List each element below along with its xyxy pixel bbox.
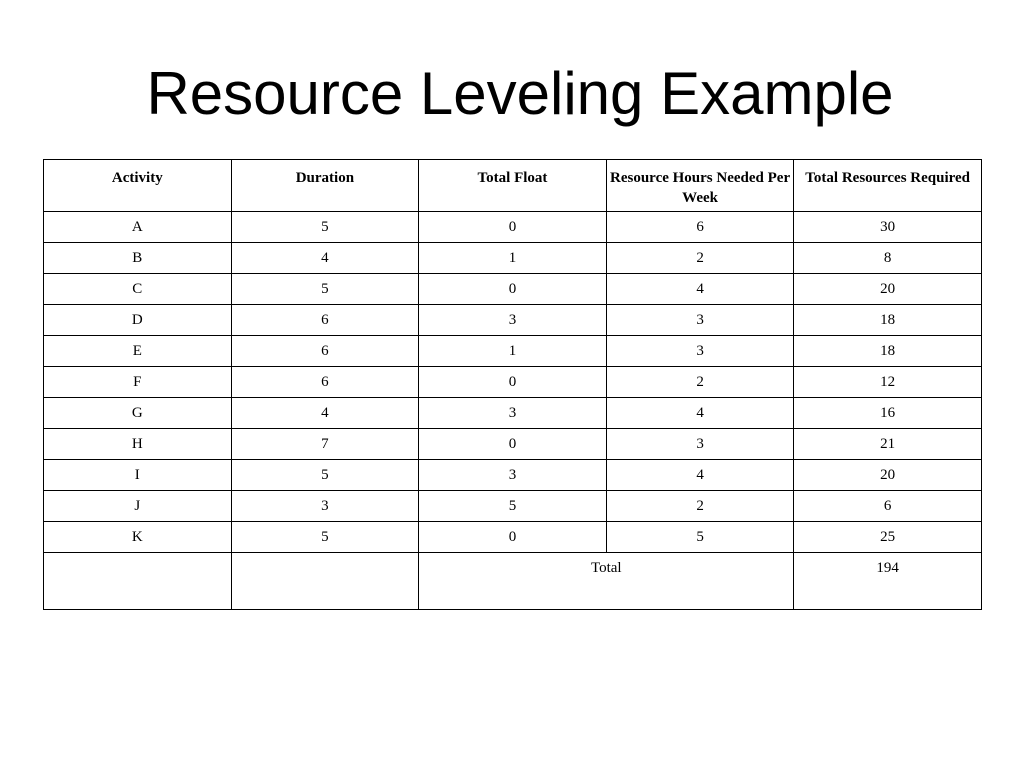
total-resources-cell: 18 (794, 305, 982, 336)
resource-hours-cell: 5 (606, 522, 794, 553)
table-body (44, 212, 982, 553)
activity-cell: B (44, 243, 232, 274)
duration-cell: 5 (231, 522, 419, 553)
resource-hours-cell: 3 (606, 336, 794, 367)
total-resources-cell: 20 (794, 274, 982, 305)
duration-cell: 3 (231, 491, 419, 522)
header-resource-hours: Resource Hours Needed Per Week (606, 160, 794, 212)
total-float-cell: 3 (419, 305, 607, 336)
table-row (44, 460, 982, 491)
table-row (44, 398, 982, 429)
total-resources-cell: 21 (794, 429, 982, 460)
total-float-cell: 0 (419, 367, 607, 398)
total-resources-cell: 12 (794, 367, 982, 398)
duration-cell: 6 (231, 336, 419, 367)
activity-cell: H (44, 429, 232, 460)
duration-cell: 5 (231, 274, 419, 305)
total-float-cell: 5 (419, 491, 607, 522)
total-row (44, 553, 982, 610)
duration-cell: 6 (231, 367, 419, 398)
total-float-cell: 0 (419, 212, 607, 243)
total-float-cell: 1 (419, 336, 607, 367)
total-float-cell: 3 (419, 460, 607, 491)
total-resources-cell: 16 (794, 398, 982, 429)
table-row (44, 274, 982, 305)
duration-cell: 7 (231, 429, 419, 460)
header-activity: Activity (44, 160, 232, 212)
activity-cell: F (44, 367, 232, 398)
table-row (44, 491, 982, 522)
table-row (44, 429, 982, 460)
table-row (44, 212, 982, 243)
total-resources-cell: 6 (794, 491, 982, 522)
resource-hours-cell: 2 (606, 491, 794, 522)
table-row (44, 336, 982, 367)
duration-cell: 5 (231, 212, 419, 243)
resource-hours-cell: 3 (606, 305, 794, 336)
activity-cell: I (44, 460, 232, 491)
total-resources-cell: 25 (794, 522, 982, 553)
table-row (44, 305, 982, 336)
duration-cell: 6 (231, 305, 419, 336)
activity-cell: D (44, 305, 232, 336)
table-row (44, 522, 982, 553)
table-row (44, 367, 982, 398)
total-value: 194 (794, 553, 982, 610)
total-float-cell: 0 (419, 429, 607, 460)
resource-hours-cell: 4 (606, 274, 794, 305)
duration-cell: 4 (231, 398, 419, 429)
duration-cell: 4 (231, 243, 419, 274)
activity-cell: J (44, 491, 232, 522)
total-resources-cell: 30 (794, 212, 982, 243)
activity-cell: G (44, 398, 232, 429)
total-label: Total (419, 553, 794, 610)
resource-hours-cell: 4 (606, 460, 794, 491)
total-resources-cell: 20 (794, 460, 982, 491)
total-resources-cell: 18 (794, 336, 982, 367)
slide-title: Resource Leveling Example (146, 60, 894, 127)
total-float-cell: 0 (419, 522, 607, 553)
resource-hours-cell: 2 (606, 367, 794, 398)
table-row (44, 243, 982, 274)
total-empty-cell (44, 553, 232, 610)
header-row (44, 160, 982, 212)
total-float-cell: 3 (419, 398, 607, 429)
resource-hours-cell: 4 (606, 398, 794, 429)
resource-hours-cell: 2 (606, 243, 794, 274)
header-duration: Duration (231, 160, 419, 212)
total-empty-cell (231, 553, 419, 610)
resource-table (43, 159, 982, 610)
duration-cell: 5 (231, 460, 419, 491)
total-resources-cell: 8 (794, 243, 982, 274)
activity-cell: K (44, 522, 232, 553)
total-float-cell: 0 (419, 274, 607, 305)
header-total-resources: Total Resources Required (794, 160, 982, 212)
activity-cell: C (44, 274, 232, 305)
total-float-cell: 1 (419, 243, 607, 274)
resource-hours-cell: 6 (606, 212, 794, 243)
activity-cell: E (44, 336, 232, 367)
resource-hours-cell: 3 (606, 429, 794, 460)
header-total-float: Total Float (419, 160, 607, 212)
activity-cell: A (44, 212, 232, 243)
